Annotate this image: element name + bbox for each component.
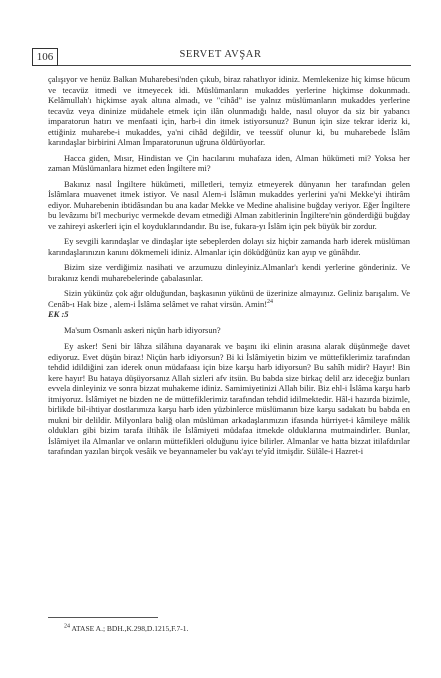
header-divider [58, 65, 411, 66]
running-header-author: SERVET AVŞAR [179, 49, 262, 60]
paragraph: Hacca giden, Mısır, Hindistan ve Çin hacılarını muhafaza iden, Alman hükümeti mi? Yoksa her zaman Müslümanlara hizmet eden İngiltere mi? [48, 152, 410, 173]
footnote-text: ATASE A.; BDH.,K.298,D.1215,F.7-1. [71, 624, 189, 633]
paragraph: Bakınız nasıl İngiltere hükümeti, milletleri, temyiz etmeyerek dünyanın her tarafından gelen İslâmlara muavenet itmek istiyor. Ve nasıl Alem-i İslâmın mukaddes yerlerini ya'ni Mekke'yi ihtirâm ediyor. Muharebenin ibtidâsından bu ana kadar Mekke ve Medine ahalisine buğday veriyor. Eğer İngiltere bu levâzımı bi'l mecburiyc vermekde devam etmediği Alman zabitlerinin İngiltere'nin gönderdiğü buğday ve zahireyi askerleri için el koyduklarındandır. Bu ise, fukara-yı İslâm için pek büyük bir zordur. [48, 178, 410, 231]
section-heading: EK :5 [48, 309, 69, 319]
body-text [48, 74, 410, 457]
paragraph: çalışıyor ve henüz Balkan Muharebesi'nden çıkub, biraz rahatlıyor idiniz. Memlekenize hiç kimse hücum ve tecavüz itmedi ve itmeyecek idi. Müslümanların mukaddes yerlerine hiçkimse dokunmadı. Kelâmullah'ı hiçkimse ayak altına almadı, ve "cihâd" ise yalnız müslümanların mukaddes yerlerine tecavüz veya dininize müdahele etmek için ilân olunmadığı halde, nasıl oluyor da siz bir yabancı imparatorun hatırı ve menfaati için, harb-i din itmek istiyorsunuz? Bunun için size tekrar ideriz ki, ettiğiniz muharebe-i mukaddes, ya'ni cihâd değildir, ve teessüf olunur ki, bu muharebede İslâm karındaşlar birbirini Alman İmparatorunun uğruna öldürüyorlar. [48, 74, 410, 147]
footnote-divider [48, 617, 158, 618]
paragraph: Ey asker! Seni bir lâhza silâhına dayanarak ve başını iki elinin arasına alarak düşünmeğe davet ediyoruz. Evet düşün biraz! Niçün harb idiyorsun? Bi ki İslâmiyetin bizim ve müttefiklerimiz tarafından tehdid idildiğini zan iderek onun müdafaası için bize karşu harb idiyorsun? Bu sahîh midir? Hayır! Bin kere hayır! Bu hataya düşüyorsanız Allah sizleri afv itsün. Bu babda size birkaç delil arz ideceğiz bunları evvela dinleyiniz ve sonra bizzat muhakeme idiniz. Samimiyetinizi Allah bilir. Biz ehl-i İslâma karşu harb itmiyoruz. İslâmiyet ne bizden ne de müttefiklerimiz tarafından tehdid idilmektedir. Hâl-i hazırda bizimle, birlikde bil-ihtiyar dostlarımıza karşu harb iden yüzbinlerce müslümanın bize karşu sadakatı bu babda en mukni bir delildir. Milyonlara baliğ olan müslüman arkadaşlarımızın ifasında hürriyet-i kâmileye mâlik oldukları gibi bizim tarafa iltihâk ile İslâmiyeti müdafaa itmekde olduklarına mutmaindirler. Bunlar, İslâmiyet ila Almanlar ve onların müttefikleri olduğunu iyice bilirler. Almanlar ve hatta bizzat itilafdırılar tarafından yazılan birçok vesâik ve beyannameler bu vak'ayı te'yîd itmişdir. Sülâle-i Hazret-i [48, 341, 410, 456]
paragraph: Ey sevgili karındaşlar ve dindaşlar işte sebeplerden dolayı siz hiçbir zamanda harb iderek müslüman karındaşlarınızın kanını dökmemeli idiniz. Almanlar için döküdğünüz kan ayıp ve günâhdır. [48, 236, 410, 257]
paragraph-text: Sizin yükünüz çok ağır olduğundan, başkasının yükünü de üzerinize almayınız. Geliniz barışalım. Ve Cenâb-ı Hak bize , alem-i İslâma selâmet ve rahat virsün. Amin! [48, 288, 410, 309]
page-number: 106 [32, 48, 58, 66]
section-subtitle: Ma'sum Osmanlı askeri niçün harb idiyorsun? [64, 324, 221, 335]
footnote-number: 24 [64, 623, 70, 630]
paragraph: Bizim size verdiğimiz nasihati ve arzumuzu dinleyiniz.Almanlar'ı kendi yerlerine gönderiniz. Ve bırakınız kendi muharebelerinde çabalasınlar. [48, 262, 410, 283]
paragraph [48, 288, 410, 309]
footnote-reference: 24 [267, 298, 274, 305]
footnote [64, 624, 188, 633]
